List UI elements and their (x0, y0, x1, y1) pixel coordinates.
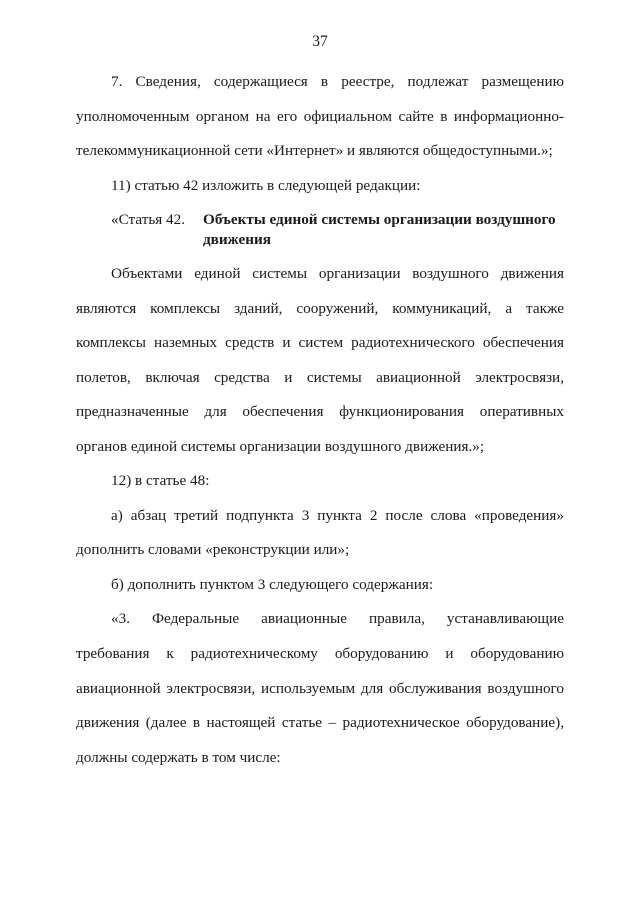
article-heading (111, 208, 571, 252)
page-number: 37 (312, 33, 328, 50)
article-title: Объекты единой системы организации воздушного движения (203, 211, 556, 248)
text-line: 11) статью 42 изложить в следующей редакции: (111, 177, 421, 194)
text-line: б) дополнить пунктом 3 следующего содержания: (111, 576, 434, 593)
text-line: полетов, включая средства и системы авиационной электросвязи, (76, 369, 564, 386)
text-line: авиационной электросвязи, используемым для обслуживания воздушного (76, 680, 564, 697)
text-line: органов единой системы организации воздушного движения.»; (76, 438, 485, 455)
text-line: требования к радиотехническому оборудованию и оборудованию (76, 645, 564, 662)
text-line: 12) в статье 48: (111, 472, 210, 489)
text-line: дополнить словами «реконструкции или»; (76, 541, 350, 558)
text-line: движения (далее в настоящей статье – радиотехническое оборудование), (76, 714, 564, 731)
article-label: «Статья 42. (111, 211, 186, 228)
text-line: «3. Федеральные авиационные правила, устанавливающие (111, 610, 564, 627)
text-line: предназначенные для обеспечения функционирования оперативных (76, 403, 564, 420)
text-line: уполномоченным органом на его официальном сайте в информационно- (76, 108, 564, 125)
text-line: должны содержать в том числе: (76, 749, 281, 766)
text-line: Объектами единой системы организации воздушного движения (111, 265, 564, 282)
text-line: являются комплексы зданий, сооружений, коммуникаций, а также (76, 300, 564, 317)
text-line: комплексы наземных средств и систем радиотехнического обеспечения (76, 334, 564, 351)
text-line: 7. Сведения, содержащиеся в реестре, подлежат размещению (111, 73, 564, 90)
text-line: телекоммуникационной сети «Интернет» и являются общедоступными.»; (76, 142, 553, 159)
text-line: а) абзац третий подпункта 3 пункта 2 после слова «проведения» (111, 507, 564, 524)
